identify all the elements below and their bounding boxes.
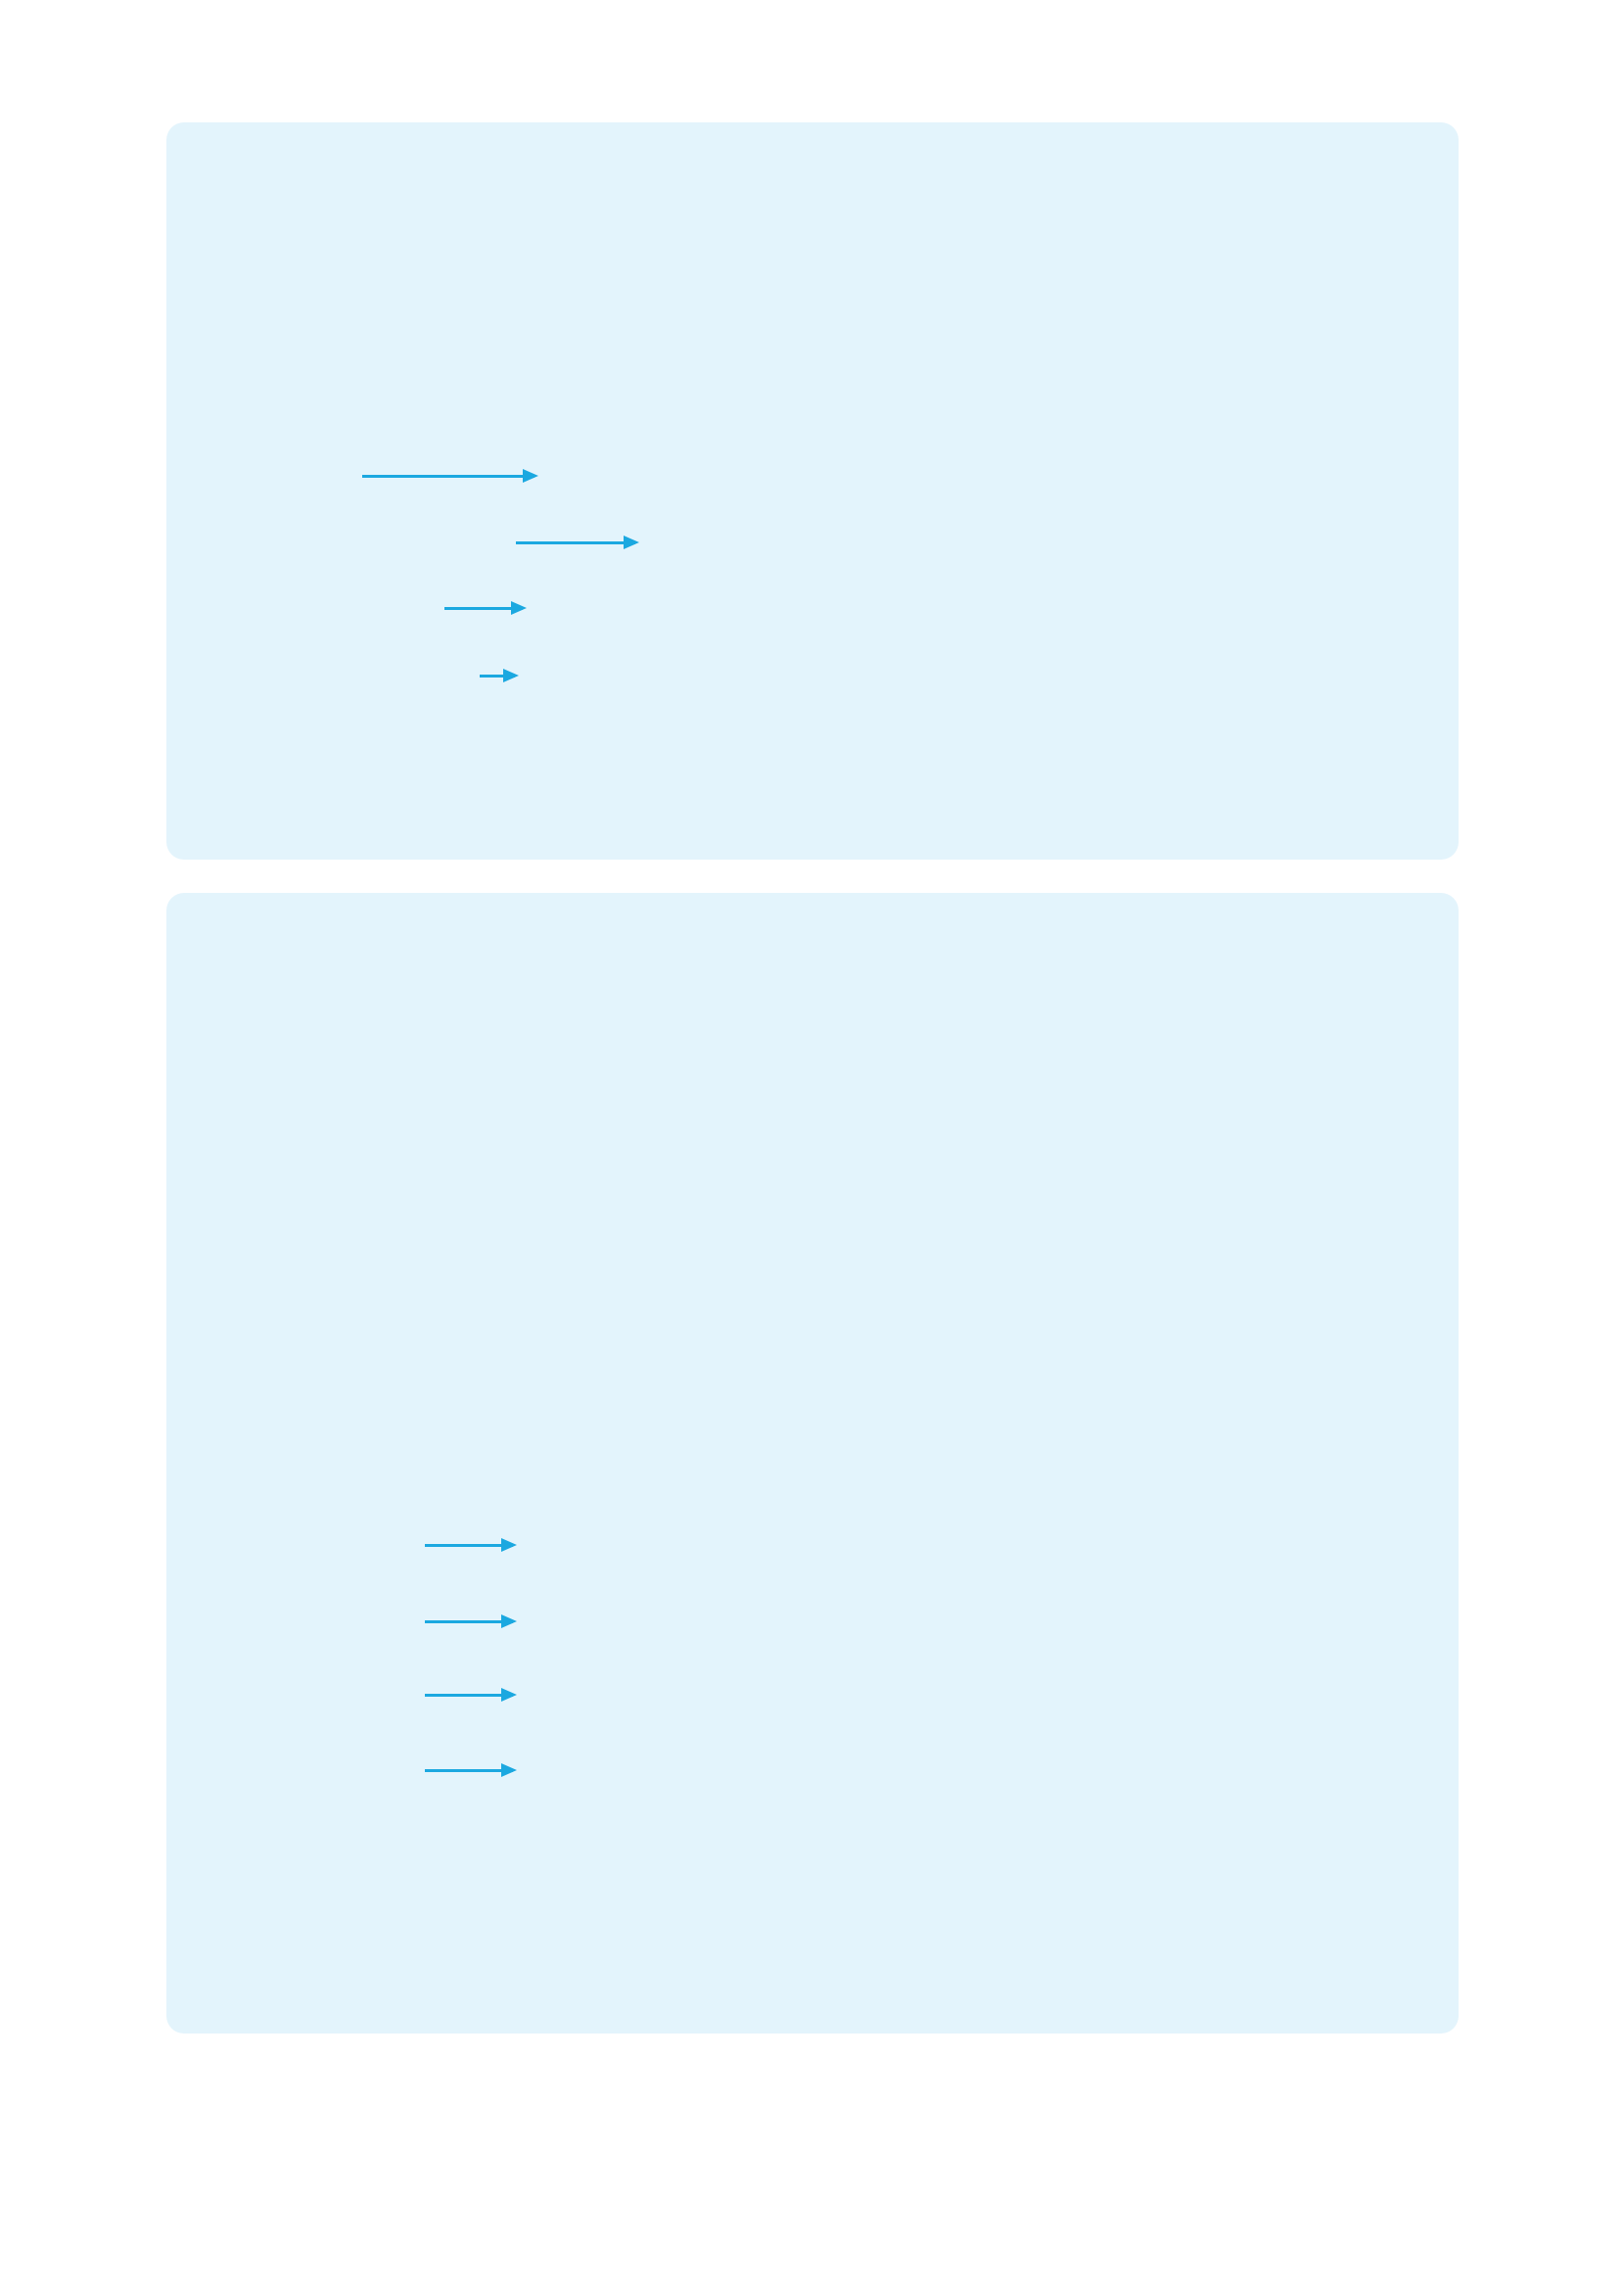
example-box-2 [166, 893, 1459, 2034]
example-box-1 [166, 122, 1459, 860]
arrow-icon [362, 475, 534, 478]
arrow-icon [425, 1694, 513, 1697]
arrow-icon [425, 1620, 513, 1623]
arrow-icon [425, 1769, 513, 1772]
arrow-icon [425, 1544, 513, 1547]
arrow-icon [444, 607, 523, 610]
arrow-icon [480, 675, 515, 678]
arrow-icon [516, 541, 635, 544]
